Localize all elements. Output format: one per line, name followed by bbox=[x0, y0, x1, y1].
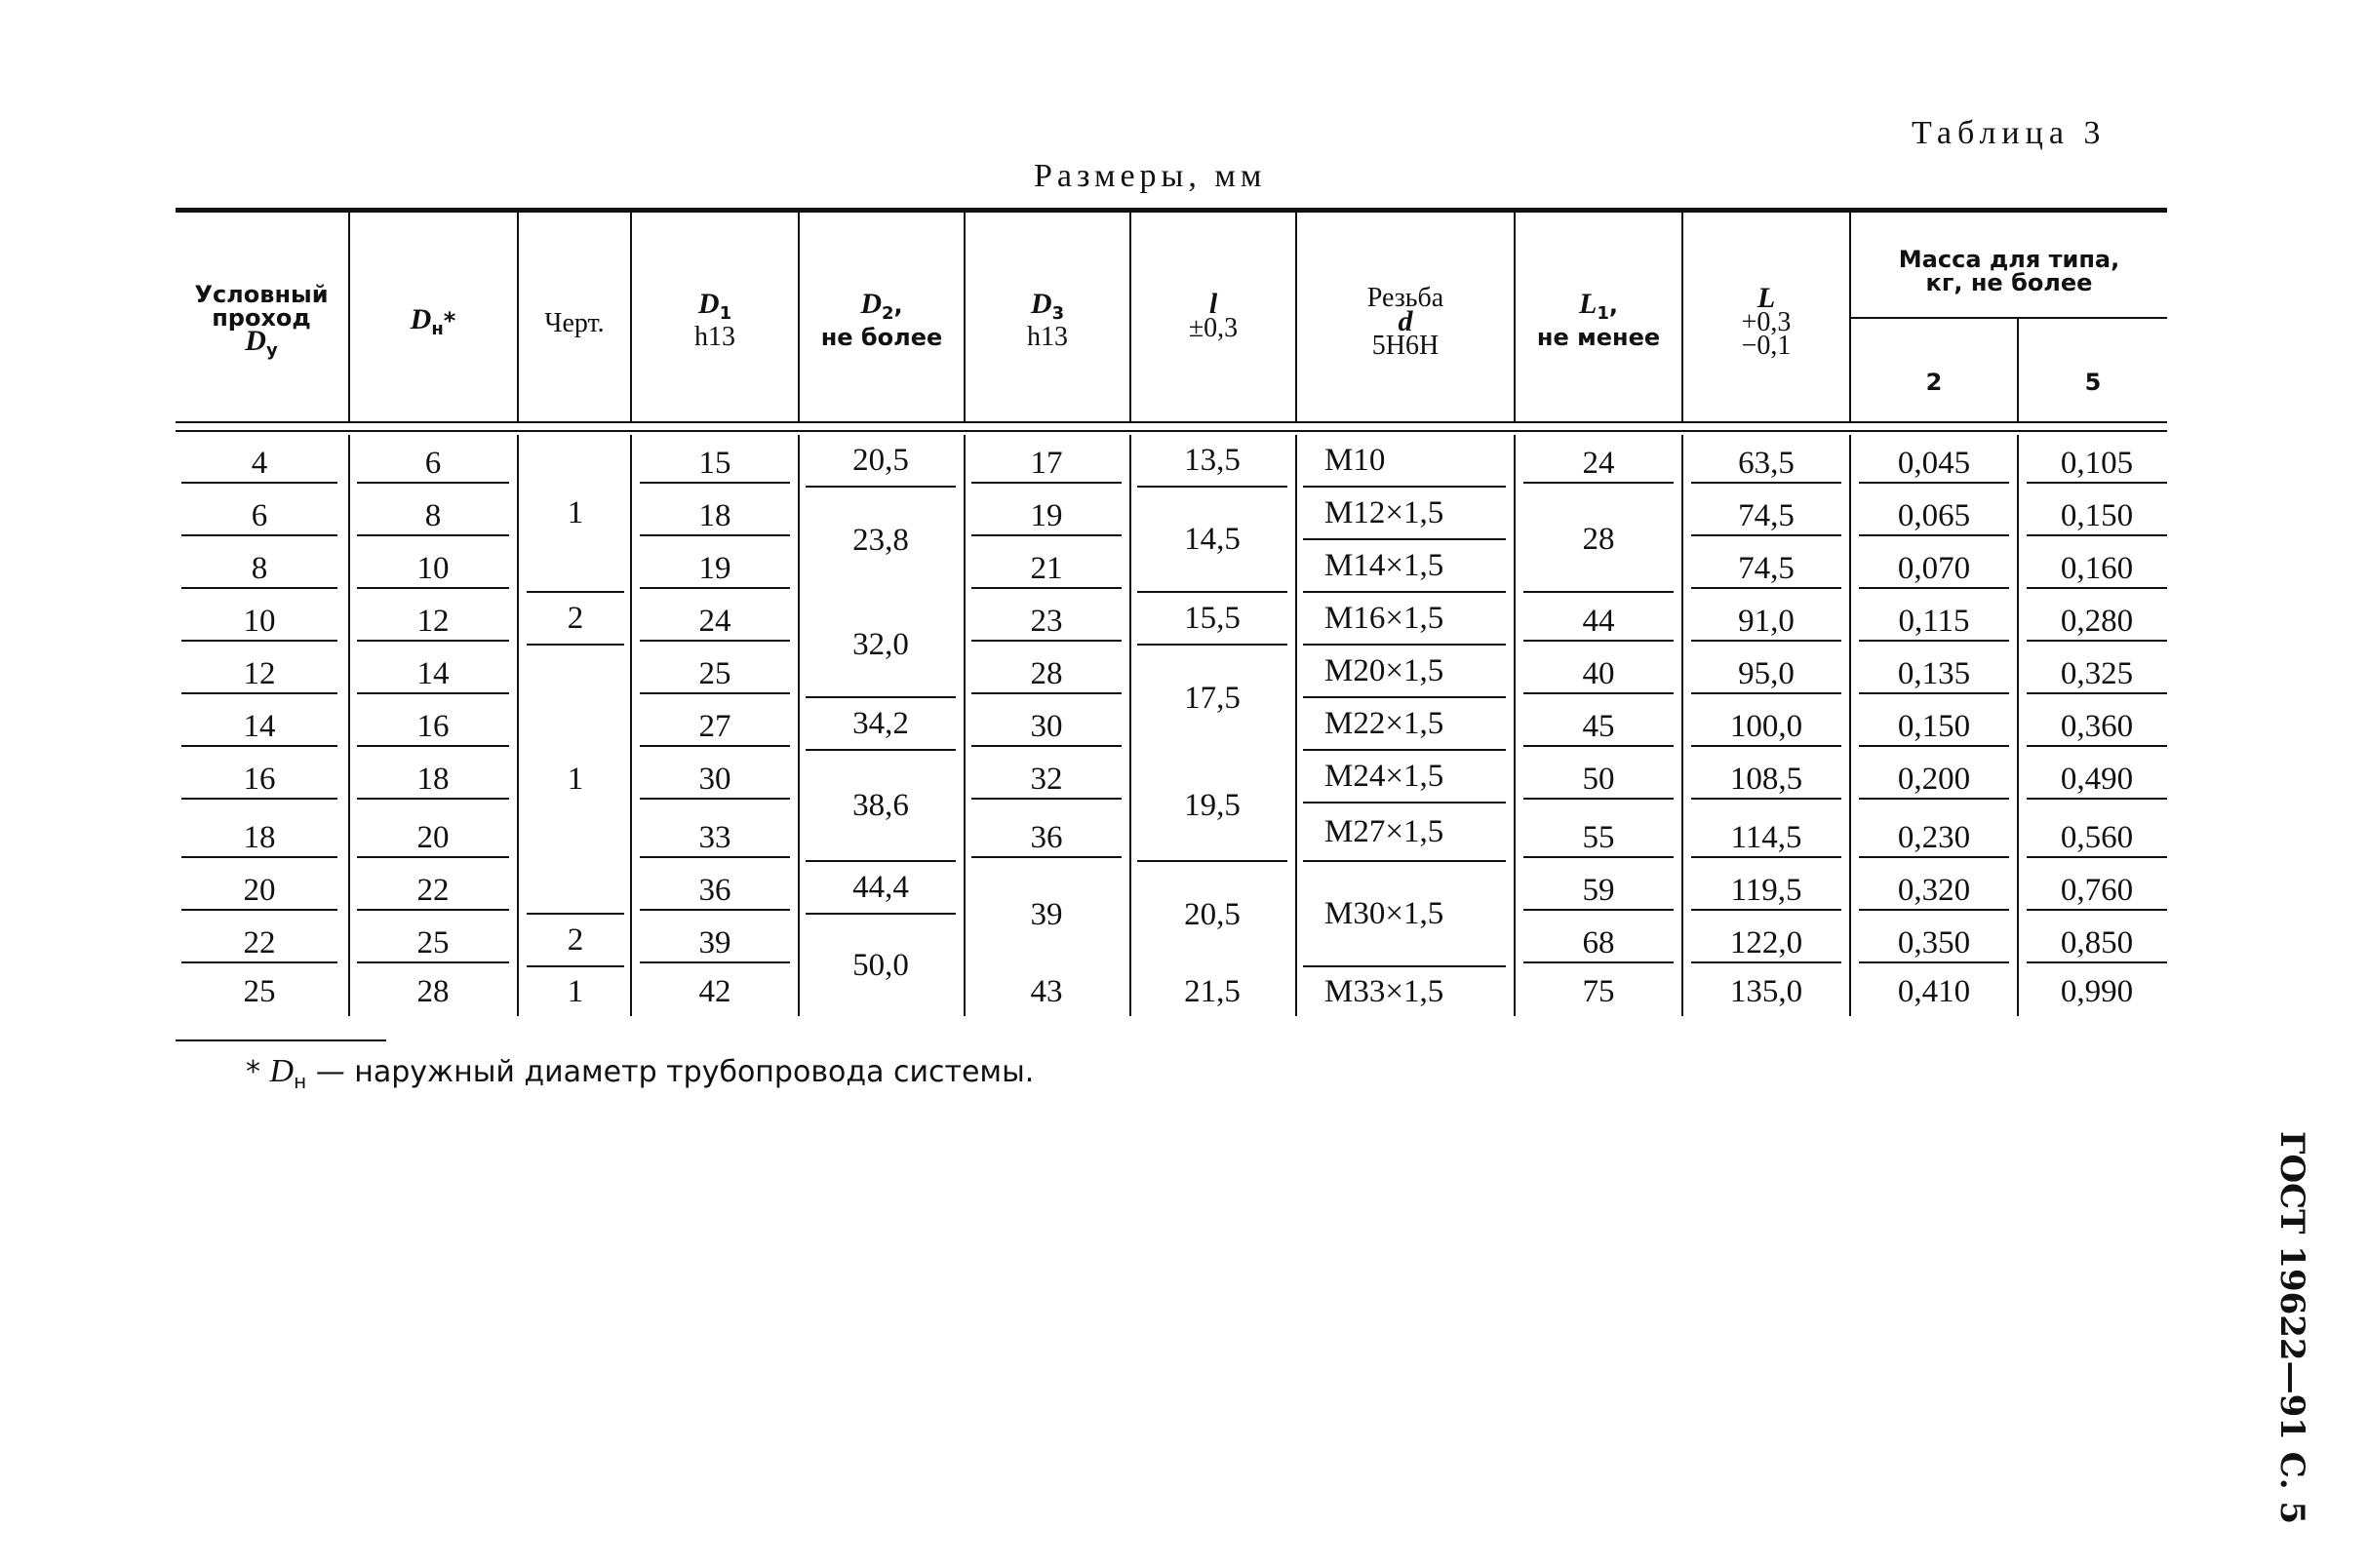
header-dy: Условный проход $D_у$ bbox=[194, 281, 329, 361]
table-cell-m2: 0,150 bbox=[1859, 706, 2009, 747]
table-cell-dn: 8 bbox=[357, 495, 509, 536]
table-cell-dy: 16 bbox=[181, 759, 337, 800]
table-cell-l1: 44 bbox=[1523, 601, 1674, 642]
header-chert: Черт. bbox=[544, 308, 605, 338]
table-cell-d1: 25 bbox=[640, 653, 790, 694]
table-cell-m2: 0,070 bbox=[1859, 548, 2009, 589]
table-cell-m2: 0,115 bbox=[1859, 601, 2009, 642]
table-cell-d1: 36 bbox=[640, 870, 790, 911]
table-cell-m5: 0,325 bbox=[2027, 653, 2167, 694]
thread-cell: М27×1,5 bbox=[1303, 804, 1506, 862]
table-cell-dy: 25 bbox=[243, 974, 276, 1009]
table-cell-d3: 28 bbox=[971, 653, 1122, 694]
table-cell-dn: 20 bbox=[357, 817, 509, 858]
thread-cell: М22×1,5 bbox=[1303, 698, 1506, 751]
header-d2: $D_2$, не более bbox=[820, 288, 943, 351]
table-cell-m2: 0,065 bbox=[1859, 495, 2009, 536]
table-cell-m5: 0,560 bbox=[2027, 817, 2167, 858]
table-cell-L: 114,5 bbox=[1691, 817, 1841, 858]
thread-cell: М12×1,5 bbox=[1303, 488, 1506, 540]
table-cell-dn: 25 bbox=[357, 922, 509, 963]
table-cell-dy: 10 bbox=[181, 601, 337, 642]
footnote-rule bbox=[176, 1039, 386, 1041]
table-cell-m2: 0,045 bbox=[1859, 443, 2009, 484]
l-cell: 21,5 bbox=[1184, 973, 1241, 1009]
table-cell-m2: 0,135 bbox=[1859, 653, 2009, 694]
table-cell-l1: 68 bbox=[1523, 922, 1674, 963]
table-cell-m5: 0,490 bbox=[2027, 759, 2167, 800]
body-divider bbox=[1681, 435, 1683, 1016]
table-cell-l1: 45 bbox=[1523, 706, 1674, 747]
table-cell-dy: 22 bbox=[181, 922, 337, 963]
table-cell-dn: 16 bbox=[357, 706, 509, 747]
thread-cell: М30×1,5 bbox=[1303, 862, 1506, 967]
table-cell-l1: 50 bbox=[1523, 759, 1674, 800]
table-cell-m5: 0,160 bbox=[2027, 548, 2167, 589]
header-mass-type-2: 2 bbox=[1925, 369, 1943, 396]
thread-cell: М33×1,5 bbox=[1324, 973, 1444, 1009]
body-divider bbox=[798, 435, 800, 1016]
table-cell-L: 63,5 bbox=[1691, 443, 1841, 484]
d2-cell: 44,4 bbox=[806, 862, 956, 915]
table-cell-m5: 0,280 bbox=[2027, 601, 2167, 642]
table-cell-d3: 32 bbox=[971, 759, 1122, 800]
table-cell-l1: 40 bbox=[1523, 653, 1674, 694]
table-number: Таблица 3 bbox=[1912, 115, 2107, 151]
table-cell-d1: 24 bbox=[640, 601, 790, 642]
table-cell-m5: 0,760 bbox=[2027, 870, 2167, 911]
side-page-label: ГОСТ 19622—91 С. 5 bbox=[2272, 1131, 2311, 1525]
table-cell-L: 91,0 bbox=[1691, 601, 1841, 642]
d2-cell: 32,0 bbox=[806, 593, 956, 698]
table-cell-d3: 43 bbox=[1030, 974, 1063, 1009]
body-divider bbox=[1129, 435, 1131, 1016]
table-cell-L: 95,0 bbox=[1691, 653, 1841, 694]
d2-cell: 23,8 bbox=[852, 522, 909, 558]
table-top-rule bbox=[176, 208, 2167, 213]
table-cell-d3: 19 bbox=[971, 495, 1122, 536]
header-thread: Резьба d 5Н6Н bbox=[1366, 283, 1444, 361]
chert-cell: 1 bbox=[527, 435, 624, 593]
table-cell-l1: 75 bbox=[1582, 974, 1615, 1009]
table-cell-d1: 18 bbox=[640, 495, 790, 536]
body-divider bbox=[2017, 435, 2019, 1016]
table-cell-l1: 59 bbox=[1523, 870, 1674, 911]
table-cell-m2: 0,410 bbox=[1897, 974, 1971, 1009]
thread-cell: М10 bbox=[1303, 435, 1506, 488]
table-cell-dn: 12 bbox=[357, 601, 509, 642]
d2-cell: 50,0 bbox=[852, 947, 909, 983]
chert-cell: 2 bbox=[527, 915, 624, 967]
table-cell-d3: 30 bbox=[971, 706, 1122, 747]
table-cell-dy: 12 bbox=[181, 653, 337, 694]
l1-cell: 28 bbox=[1523, 488, 1674, 593]
table-cell-dy: 20 bbox=[181, 870, 337, 911]
d2-cell: 34,2 bbox=[806, 698, 956, 751]
header-rule-2 bbox=[176, 430, 2167, 432]
table-cell-m5: 0,360 bbox=[2027, 706, 2167, 747]
body-divider bbox=[517, 435, 519, 1016]
table-cell-L: 100,0 bbox=[1691, 706, 1841, 747]
table-cell-m5: 0,990 bbox=[2060, 974, 2134, 1009]
table-cell-L: 74,5 bbox=[1691, 495, 1841, 536]
table-cell-dn: 22 bbox=[357, 870, 509, 911]
thread-cell: М14×1,5 bbox=[1303, 540, 1506, 593]
dimensions-caption: Размеры, мм bbox=[1034, 158, 1267, 194]
d3-cell: 39 bbox=[1030, 896, 1063, 932]
table-cell-dn: 28 bbox=[416, 974, 450, 1009]
table-cell-dy: 18 bbox=[181, 817, 337, 858]
d2-cell: 38,6 bbox=[806, 751, 956, 862]
table-cell-m2: 0,200 bbox=[1859, 759, 2009, 800]
l-cell: 17,5 bbox=[1184, 680, 1241, 716]
table-cell-l1: 24 bbox=[1523, 443, 1674, 484]
table-cell-d3: 36 bbox=[971, 817, 1122, 858]
table-cell-d1: 15 bbox=[640, 443, 790, 484]
table-cell-m2: 0,320 bbox=[1859, 870, 2009, 911]
body-divider bbox=[964, 435, 966, 1016]
table-cell-m5: 0,105 bbox=[2027, 443, 2167, 484]
table-cell-l1: 55 bbox=[1523, 817, 1674, 858]
table-cell-d3: 23 bbox=[971, 601, 1122, 642]
table-cell-m5: 0,150 bbox=[2027, 495, 2167, 536]
header-mass: Масса для типа, кг, не более bbox=[1898, 246, 2120, 296]
chert-cell: 1 bbox=[527, 646, 624, 915]
table-cell-dn: 10 bbox=[357, 548, 509, 589]
table-cell-d1: 39 bbox=[640, 922, 790, 963]
table-cell-dy: 8 bbox=[181, 548, 337, 589]
footnote: * $D_н$ — наружный диаметр трубопровода системы. bbox=[246, 1053, 1035, 1093]
l-cell: 15,5 bbox=[1137, 593, 1287, 646]
d2-cell: 20,5 bbox=[806, 435, 956, 488]
table-cell-d1: 27 bbox=[640, 706, 790, 747]
header-rule-1 bbox=[176, 421, 2167, 423]
table-cell-m2: 0,230 bbox=[1859, 817, 2009, 858]
table-cell-d3: 17 bbox=[971, 443, 1122, 484]
thread-cell: М20×1,5 bbox=[1303, 646, 1506, 698]
table-cell-dn: 18 bbox=[357, 759, 509, 800]
l-cell: 19,5 bbox=[1137, 751, 1287, 862]
body-divider bbox=[1849, 435, 1851, 1016]
table-cell-m5: 0,850 bbox=[2027, 922, 2167, 963]
table-cell-dy: 6 bbox=[181, 495, 337, 536]
table-cell-L: 108,5 bbox=[1691, 759, 1841, 800]
table-cell-L: 74,5 bbox=[1691, 548, 1841, 589]
body-divider bbox=[1514, 435, 1516, 1016]
header-d3: $D_3$ h13 bbox=[1027, 288, 1068, 352]
thread-cell: М24×1,5 bbox=[1303, 751, 1506, 804]
table-cell-dy: 4 bbox=[181, 443, 337, 484]
body-divider bbox=[1295, 435, 1297, 1016]
mass-header-rule bbox=[1851, 317, 2167, 319]
table-cell-d1: 42 bbox=[698, 974, 731, 1009]
chert-cell: 2 bbox=[527, 593, 624, 646]
thread-cell: М16×1,5 bbox=[1303, 593, 1506, 646]
table-cell-d3: 21 bbox=[971, 548, 1122, 589]
chert-cell: 1 bbox=[567, 973, 584, 1009]
header-l1: $L_1$, не менее bbox=[1536, 288, 1661, 351]
table-cell-dn: 6 bbox=[357, 443, 509, 484]
table-cell-L: 119,5 bbox=[1691, 870, 1841, 911]
table-cell-dy: 14 bbox=[181, 706, 337, 747]
body-divider bbox=[348, 435, 350, 1016]
table-cell-m2: 0,350 bbox=[1859, 922, 2009, 963]
table-cell-dn: 14 bbox=[357, 653, 509, 694]
header-mass-type-5: 5 bbox=[2084, 369, 2102, 396]
table-cell-d1: 30 bbox=[640, 759, 790, 800]
l-cell: 14,5 bbox=[1137, 488, 1287, 593]
table-cell-L: 135,0 bbox=[1729, 974, 1803, 1009]
table-cell-d1: 33 bbox=[640, 817, 790, 858]
table-cell-L: 122,0 bbox=[1691, 922, 1841, 963]
l-cell: 13,5 bbox=[1137, 435, 1287, 488]
header-l: l ±0,3 bbox=[1188, 288, 1239, 343]
header-dn: $D_н*$ bbox=[410, 303, 456, 339]
header-L: L +0,3 −0,1 bbox=[1741, 282, 1792, 361]
l-cell: 20,5 bbox=[1184, 896, 1241, 932]
table-cell-d1: 19 bbox=[640, 548, 790, 589]
header-d1: $D_1$ h13 bbox=[694, 288, 735, 352]
body-divider bbox=[630, 435, 632, 1016]
